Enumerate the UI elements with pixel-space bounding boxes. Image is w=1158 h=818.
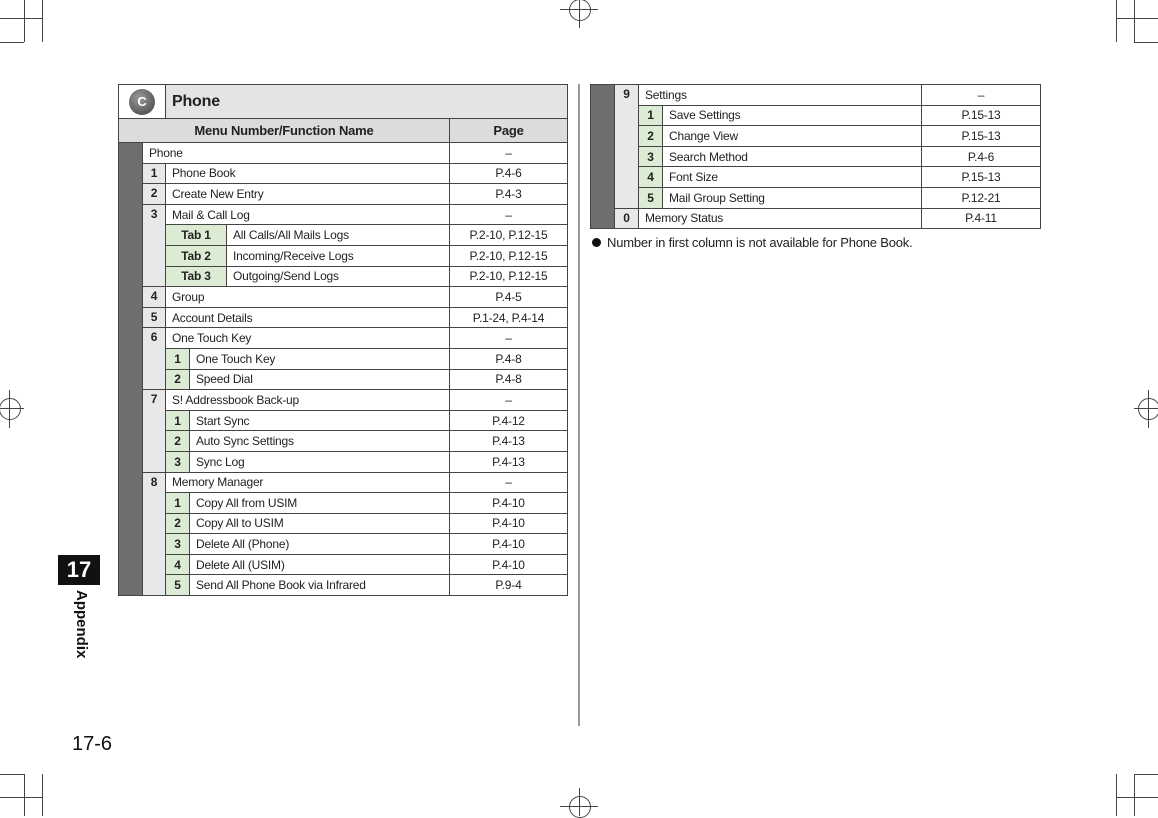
submenu-item-label: Search Method	[663, 146, 922, 167]
icon-cell	[119, 85, 166, 119]
table-row	[119, 493, 568, 514]
page-reference: P.15-13	[922, 105, 1041, 126]
table-row	[119, 328, 568, 349]
menu-item-label: Mail & Call Log	[166, 204, 450, 225]
submenu-item-label: Save Settings	[663, 105, 922, 126]
menu-item-label: One Touch Key	[166, 328, 450, 349]
submenu-item-label: Mail Group Setting	[663, 187, 922, 208]
bullet-icon	[592, 238, 601, 247]
menu-number: 2	[143, 184, 166, 205]
page-reference: –	[449, 143, 567, 164]
table-title-row	[119, 85, 568, 119]
submenu-number: 3	[166, 534, 190, 555]
page-reference: P.12-21	[922, 187, 1041, 208]
table-row	[119, 184, 568, 205]
page-reference: P.2-10, P.12-15	[449, 225, 567, 246]
table-row	[591, 126, 1041, 147]
submenu-item-label: Font Size	[663, 167, 922, 188]
table-row	[119, 410, 568, 431]
phone-book-icon: C	[129, 89, 155, 115]
submenu-item-label: Delete All (Phone)	[190, 534, 450, 555]
page-reference: P.4-8	[449, 369, 567, 390]
page-reference: P.15-13	[922, 167, 1041, 188]
submenu-item-label: Send All Phone Book via Infrared	[190, 575, 450, 596]
page-reference: P.4-10	[449, 554, 567, 575]
menu-number: 5	[143, 307, 166, 328]
page-reference: –	[449, 390, 567, 411]
menu-number: 4	[143, 287, 166, 308]
table-row	[591, 208, 1041, 229]
menu-item-label: Memory Manager	[166, 472, 450, 493]
menu-item-label: S! Addressbook Back-up	[166, 390, 450, 411]
table-row	[119, 143, 568, 164]
page-reference: P.1-24, P.4-14	[449, 307, 567, 328]
page-reference: P.9-4	[449, 575, 567, 596]
submenu-number: 2	[166, 369, 190, 390]
page-reference: –	[922, 85, 1041, 106]
submenu-item-label: All Calls/All Mails Logs	[227, 225, 450, 246]
menu-item-label: Create New Entry	[166, 184, 450, 205]
category-bar	[591, 85, 615, 229]
footnote	[592, 235, 913, 250]
table-row	[591, 85, 1041, 106]
menu-number: 9	[615, 85, 639, 209]
submenu-number: 4	[166, 554, 190, 575]
page-reference: P.4-5	[449, 287, 567, 308]
table-row	[591, 105, 1041, 126]
page-reference: P.4-8	[449, 348, 567, 369]
chapter-tab: 17	[58, 555, 100, 585]
menu-item-label: Settings	[639, 85, 922, 106]
page-reference: P.4-6	[922, 146, 1041, 167]
menu-item-label: Group	[166, 287, 450, 308]
page-reference: P.4-10	[449, 493, 567, 514]
column-header-page: Page	[449, 119, 567, 143]
submenu-number: 1	[639, 105, 663, 126]
table-row	[119, 472, 568, 493]
table-row	[119, 163, 568, 184]
menu-number: 6	[143, 328, 166, 390]
submenu-item-label: Auto Sync Settings	[190, 431, 450, 452]
phone-menu-table-continued	[590, 84, 1041, 229]
submenu-number: 2	[166, 431, 190, 452]
table-row	[119, 390, 568, 411]
table-row	[119, 431, 568, 452]
category-bar	[119, 143, 143, 596]
menu-item-label: Phone Book	[166, 163, 450, 184]
submenu-number: 1	[166, 410, 190, 431]
submenu-number: 4	[639, 167, 663, 188]
submenu-item-label: Copy All from USIM	[190, 493, 450, 514]
menu-number: 3	[143, 204, 166, 286]
submenu-number: 2	[166, 513, 190, 534]
submenu-item-label: Speed Dial	[190, 369, 450, 390]
menu-number: 0	[615, 208, 639, 229]
submenu-item-label: Sync Log	[190, 451, 450, 472]
footnote-text: Number in first column is not available for Phone Book.	[607, 235, 913, 250]
submenu-number: 1	[166, 493, 190, 514]
page-reference: P.2-10, P.12-15	[449, 245, 567, 266]
submenu-item-label: Outgoing/Send Logs	[227, 266, 450, 287]
page-number: 17-6	[72, 733, 113, 755]
table-row	[119, 451, 568, 472]
tab-number: Tab 3	[166, 266, 227, 287]
page-reference: P.4-13	[449, 451, 567, 472]
menu-item-label: Phone	[143, 143, 450, 164]
submenu-item-label: Start Sync	[190, 410, 450, 431]
page-reference: –	[449, 204, 567, 225]
page-reference: P.4-3	[449, 184, 567, 205]
table-row	[119, 245, 568, 266]
tab-number: Tab 1	[166, 225, 227, 246]
menu-item-label: Memory Status	[639, 208, 922, 229]
page-reference: –	[449, 472, 567, 493]
table-row	[119, 307, 568, 328]
page-reference: P.4-10	[449, 534, 567, 555]
table-row	[119, 575, 568, 596]
submenu-item-label: Change View	[663, 126, 922, 147]
tab-number: Tab 2	[166, 245, 227, 266]
page-reference: –	[449, 328, 567, 349]
column-header-row	[119, 119, 568, 143]
submenu-item-label: Delete All (USIM)	[190, 554, 450, 575]
page-reference: P.4-11	[922, 208, 1041, 229]
table-title: Phone	[166, 85, 568, 119]
submenu-number: 2	[639, 126, 663, 147]
submenu-item-label: Incoming/Receive Logs	[227, 245, 450, 266]
submenu-number: 3	[639, 146, 663, 167]
phone-menu-table	[118, 84, 568, 596]
submenu-number: 5	[639, 187, 663, 208]
column-header-name: Menu Number/Function Name	[119, 119, 450, 143]
menu-number: 7	[143, 390, 166, 472]
section-label: Appendix	[73, 590, 90, 659]
submenu-number: 1	[166, 348, 190, 369]
table-row	[119, 554, 568, 575]
page-reference: P.4-6	[449, 163, 567, 184]
table-row	[591, 146, 1041, 167]
table-row	[119, 287, 568, 308]
page-reference: P.4-10	[449, 513, 567, 534]
page-reference: P.15-13	[922, 126, 1041, 147]
submenu-number: 3	[166, 451, 190, 472]
menu-item-label: Account Details	[166, 307, 450, 328]
table-row	[119, 204, 568, 225]
table-row	[119, 369, 568, 390]
page-reference: P.2-10, P.12-15	[449, 266, 567, 287]
table-row	[119, 266, 568, 287]
submenu-item-label: One Touch Key	[190, 348, 450, 369]
table-row	[119, 225, 568, 246]
table-row	[119, 513, 568, 534]
menu-number: 8	[143, 472, 166, 596]
column-divider	[578, 84, 580, 726]
submenu-item-label: Copy All to USIM	[190, 513, 450, 534]
table-row	[119, 348, 568, 369]
page-reference: P.4-13	[449, 431, 567, 452]
table-row	[591, 167, 1041, 188]
table-row	[591, 187, 1041, 208]
submenu-number: 5	[166, 575, 190, 596]
table-row	[119, 534, 568, 555]
page-reference: P.4-12	[449, 410, 567, 431]
menu-number: 1	[143, 163, 166, 184]
